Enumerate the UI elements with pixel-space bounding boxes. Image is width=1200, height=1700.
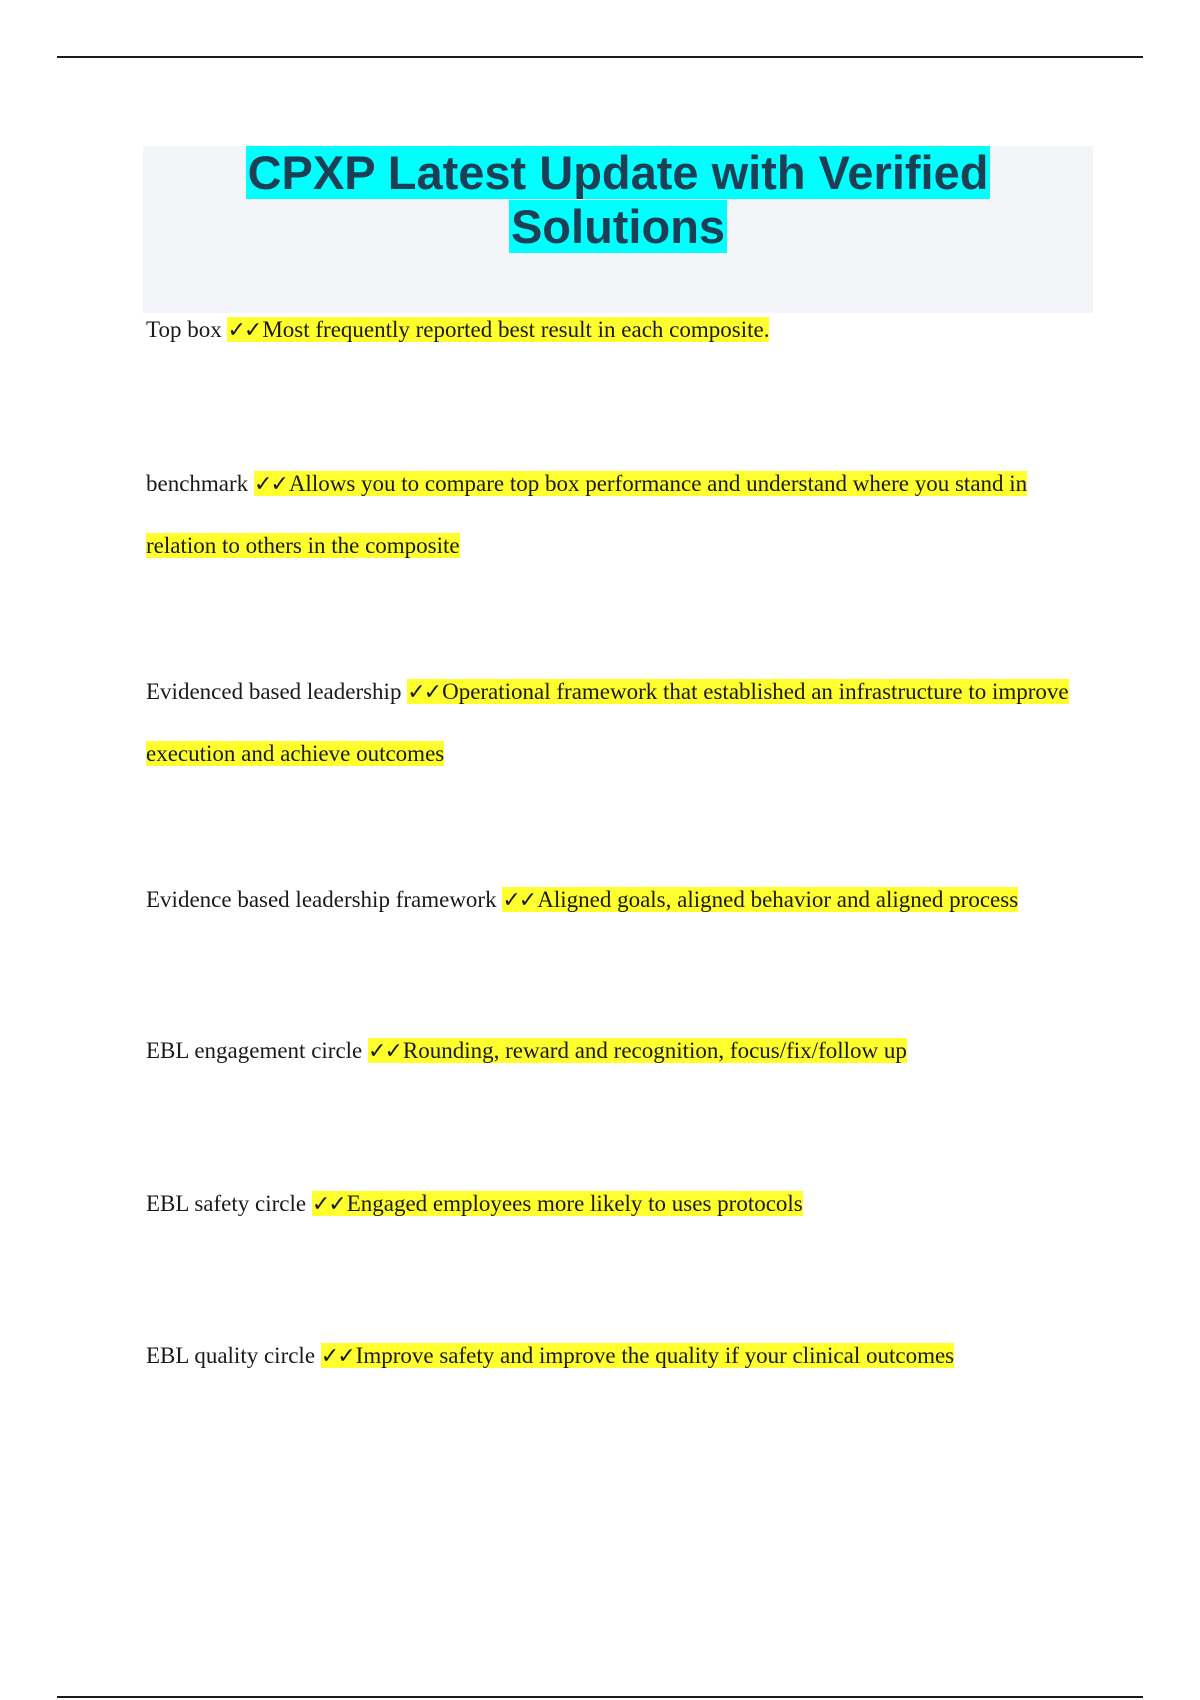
entry-answer: Improve safety and improve the quality if your clinical outcomes xyxy=(355,1343,955,1368)
page-title-text: CPXP Latest Update with Verified Solutions xyxy=(247,146,989,253)
entry-answer-highlight xyxy=(502,887,1018,912)
entry-term: EBL engagement circle xyxy=(146,1038,363,1063)
double-check-icon: ✓✓ xyxy=(320,1344,354,1369)
entry-answer: Aligned goals, aligned behavior and aligned process xyxy=(537,887,1019,912)
entry-term: Evidenced based leadership xyxy=(146,679,402,704)
entry-term: Evidence based leadership framework xyxy=(146,887,497,912)
entry-term: Top box xyxy=(146,317,222,342)
double-check-icon: ✓✓ xyxy=(253,472,287,497)
entry-answer: Rounding, reward and recognition, focus/fix/follow up xyxy=(402,1038,907,1063)
page-title xyxy=(143,146,1093,254)
title-banner xyxy=(143,146,1093,313)
header-rule xyxy=(57,56,1143,58)
qa-entry-benchmark xyxy=(146,453,1096,576)
entry-answer-highlight xyxy=(321,1343,954,1368)
qa-entry-ebl-quality-circle xyxy=(146,1325,1096,1387)
double-check-icon: ✓✓ xyxy=(502,888,536,913)
qa-entry-ebl-engagement-circle xyxy=(146,1020,1096,1082)
entry-term: benchmark xyxy=(146,471,249,496)
double-check-icon: ✓✓ xyxy=(407,680,441,705)
entry-answer-highlight xyxy=(227,317,769,342)
entry-answer: Operational framework that established an infrastructure to improve execution and achieve outcomes xyxy=(146,679,1069,766)
entry-answer: Most frequently reported best result in each composite. xyxy=(262,317,770,342)
footer-rule xyxy=(57,1696,1143,1698)
entry-answer-highlight xyxy=(146,471,1027,558)
qa-entry-top-box xyxy=(146,299,1096,361)
entry-answer: Allows you to compare top box performance and understand where you stand in relation to others in the composite xyxy=(146,471,1028,558)
qa-entry-ebl-framework xyxy=(146,869,1096,931)
qa-entry-ebl-safety-circle xyxy=(146,1173,1096,1235)
double-check-icon: ✓✓ xyxy=(368,1039,401,1064)
entry-term: EBL safety circle xyxy=(146,1191,307,1216)
entry-answer: Engaged employees more likely to uses protocols xyxy=(346,1191,803,1216)
entry-answer-highlight xyxy=(368,1038,907,1063)
entry-term: EBL quality circle xyxy=(146,1343,316,1368)
entry-answer-highlight xyxy=(312,1191,803,1216)
double-check-icon: ✓✓ xyxy=(227,318,261,343)
double-check-icon: ✓✓ xyxy=(311,1192,345,1217)
qa-entry-evidenced-based-leadership xyxy=(146,661,1096,784)
